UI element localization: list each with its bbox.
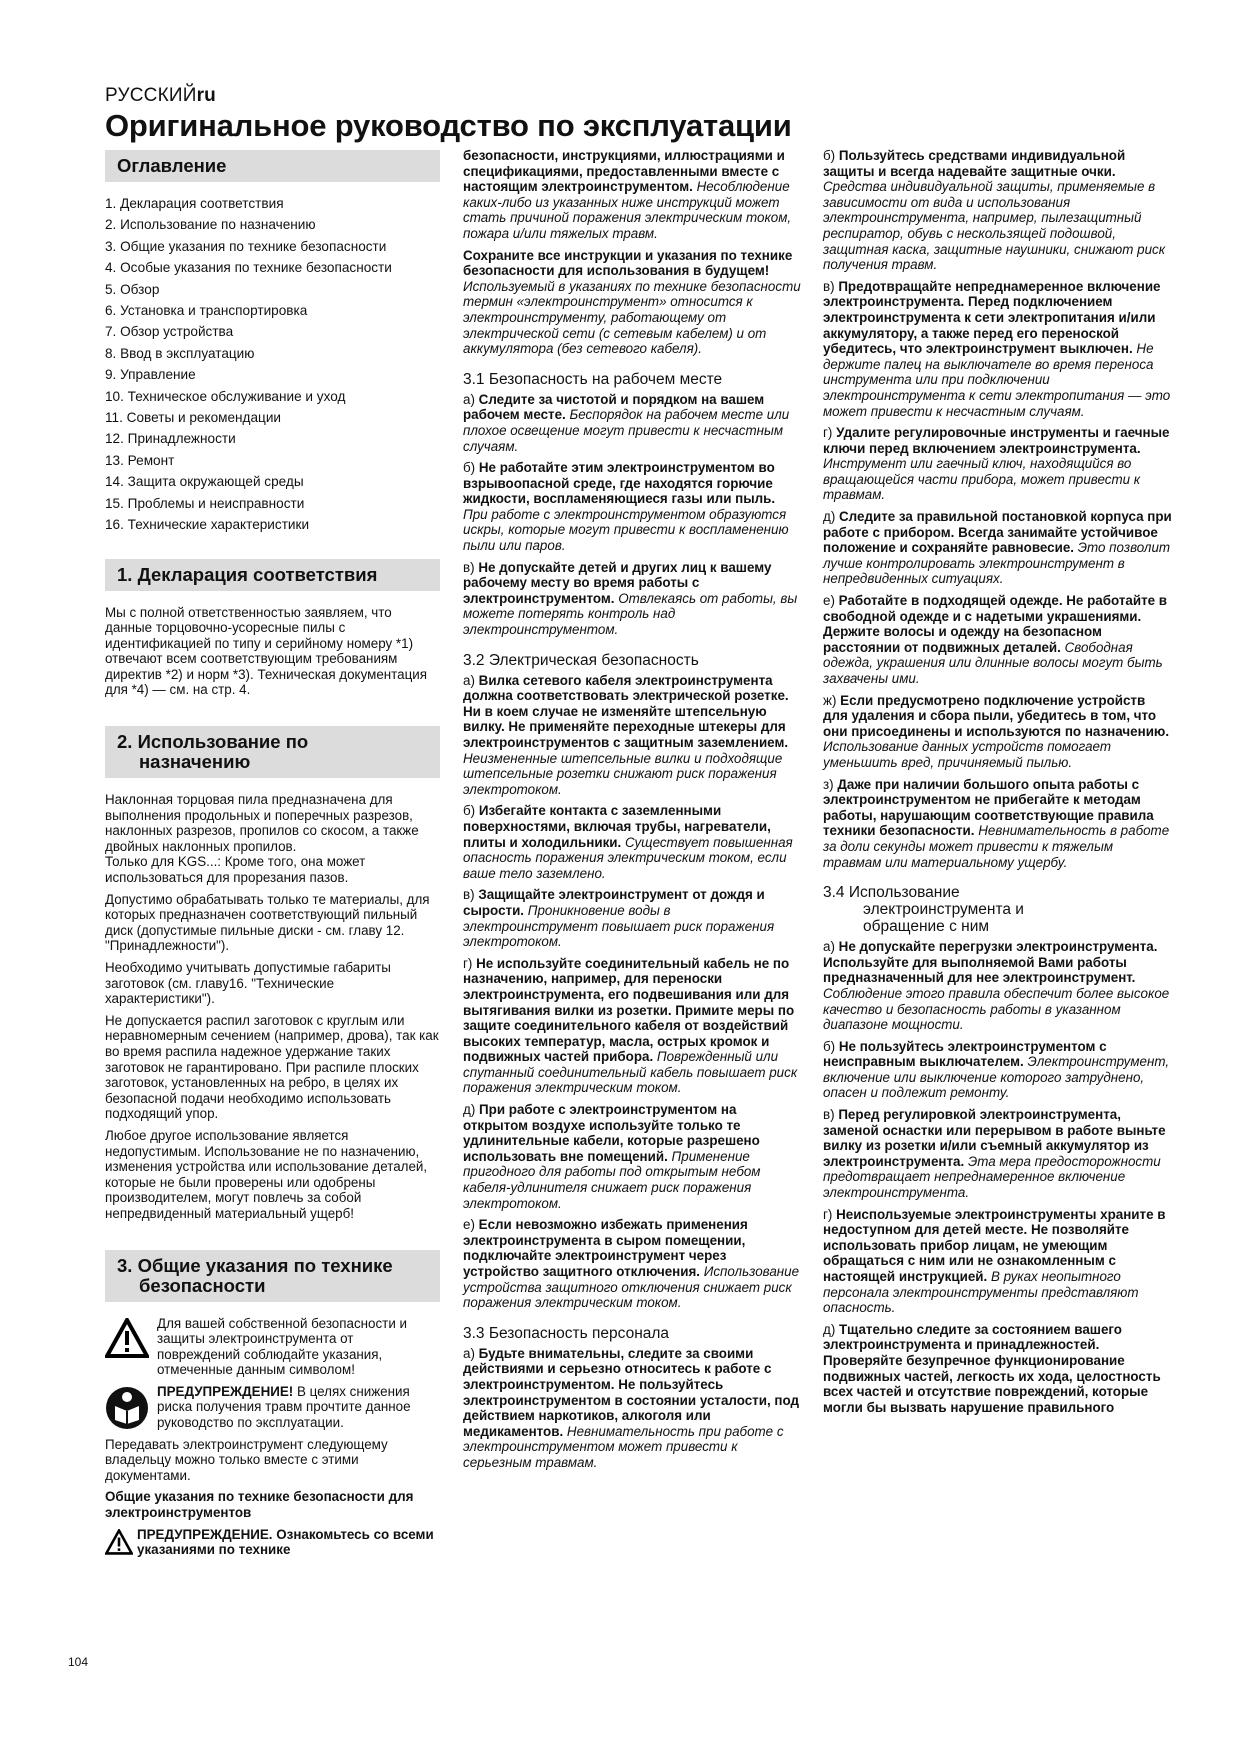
toc-heading: Оглавление xyxy=(105,150,440,182)
item-b: б) Пользуйтесь средствами индивидуальной защиты и всегда надевайте защитные очки. Средства индивидуальной защиты, применяемые в зависимости от вида и использования электроинструмента, например, пылезащитный респиратор, обувь с нескользящей подошвой, защитная каска, защитные наушники, снижают риск получения травм. xyxy=(823,148,1166,273)
section-2-heading: 2. Использование по назначению xyxy=(105,726,440,778)
item-g: г) Удалите регулировочные инструменты и гаечные ключи перед включением электроинструмента. Инструмент или гаечный ключ, находящийся во вращающейся части прибора, может привести к травмам. xyxy=(823,425,1170,503)
page-number: 104 xyxy=(68,1655,89,1669)
item-d: д) Следите за правильной постановкой корпуса при работе с прибором. Всегда занимайте устойчивое положение и сохраняйте равновесие. Это позволит лучше контролировать электроинструмент в непредвиденных ситуациях. xyxy=(823,509,1172,587)
item-v: в) Защищайте электроинструмент от дождя и сырости. Проникновение воды в электроинструмент повышает риск поражения электротоком. xyxy=(463,887,775,950)
item-zh: ж) Если предусмотрено подключение устройств для удаления и сбора пыли, убедитесь в том, что они присоединены и используются по назначению. Использование данных устройств помогает уменьшить вред, причиняемый пылью. xyxy=(823,692,1170,770)
warning-note: ПРЕДУПРЕЖДЕНИЕ. Ознакомьтесь со всеми указаниями по технике xyxy=(105,1527,440,1558)
section-2-p5: Любое другое использование является недопустимым. Использование не по назначению, изменения устройства или использование деталей, которые не были проверены или одобрены производителем, могут повлечь за собой непредвиденный материальный ущерб! xyxy=(105,1127,428,1221)
item-v: в) Не допускайте детей и других лиц к вашему рабочему месту во время работы с электроинструментом. Отвлекаясь от работы, вы можете потерять контроль над электроинструментом. xyxy=(463,559,798,638)
section-2-p4: Не допускается распил заготовок с круглым или неравномерным сечением (например, дрова), так как во время распила надежное удержание таких заготовок не гарантировано. При распиле плоских заготовок, установленных на ребро, в целях их безопасной подачи необходимо использовать подходящий упор. xyxy=(105,1012,439,1122)
section-3-heading: 3. Общие указания по технике безопасности xyxy=(105,1250,440,1302)
column-1 xyxy=(105,150,440,1564)
section-2-p3: Необходимо учитывать допустимые габариты заготовок (см. главу16. "Технические характеристики"). xyxy=(105,960,391,1007)
read-manual-icon xyxy=(105,1386,149,1434)
item-v: в) Предотвращайте непреднамеренное включение электроинструмента. Перед подключением электроинструмента к сети электропитания и/или аккумулятору, а также перед его переноской убедитесь, что электроинструмент выключен. Не держите палец на выключателе во время переноса инструмента или при подключении электроинструмента к сети электропитания — это может привести к несчастным случаям. xyxy=(823,278,1171,419)
toc-item[interactable]: 15. Проблемы и неисправности xyxy=(105,495,305,511)
toc-item[interactable]: 8. Ввод в эксплуатацию xyxy=(105,345,255,361)
toc-item[interactable]: 6. Установка и транспортировка xyxy=(105,303,308,319)
item-d: д) Тщательно следите за состоянием вашего электроинструмента и принадлежностей. Проверяйте безупречное функционирование подвижных частей, легкость их хода, целостность всех частей и отсутствие повреждений, которые могли бы вызвать нарушение правильного xyxy=(823,1321,1161,1415)
toc-item[interactable]: 16. Технические характеристики xyxy=(105,517,310,533)
item-g: г) Неиспользуемые электроинструменты храните в недоступном для детей месте. Не позволяйте использовать прибор лицам, не умеющим обращаться с ним или не ознакомленным с настоящей инструкцией. В руках неопытного персонала электроинструменты представляют опасность. xyxy=(823,1206,1166,1316)
keep-instructions: Сохраните все инструкции и указания по технике безопасности для использования в будущем! Используемый в указаниях по технике безопасности термин «электроинструмент» относится к электроинструменту, работающему от электрической сети (с сетевым кабелем) и от аккумулятора (без сетевого кабеля). xyxy=(463,247,801,357)
item-a: а) Не допускайте перегрузки электроинструмента. Используйте для выполняемой Вами работы предназначенный для нее электроинструмент. Соблюдение этого правила обеспечит более высокое качество и безопасность работы в указанном диапазоне мощности. xyxy=(823,939,1170,1033)
section-2-p2: Допустимо обрабатывать только те материалы, для которых предназначен соответствующий пильный диск (допустимые пильные диски - см. главу 12. "Принадлежности"). xyxy=(105,891,430,954)
toc-item[interactable]: 10. Техническое обслуживание и уход xyxy=(105,388,346,404)
toc-item[interactable]: 11. Советы и рекомендации xyxy=(105,410,282,426)
toc-item[interactable]: 12. Принадлежности xyxy=(105,431,236,447)
item-z: з) Даже при наличии большого опыта работы с электроинструментом не прибегайте к методам работы, нарушающим соответствующие правила техники безопасности. Невнимательность в работе за доли секунды может привести к тяжелым травмам или материальному ущербу. xyxy=(823,776,1170,870)
item-a: а) Следите за чистотой и порядком на вашем рабочем месте. Беспорядок на рабочем месте или плохое освещение могут привести к несчастным случаям. xyxy=(463,391,790,454)
read-manual-note: ПРЕДУПРЕЖДЕНИЕ! В целях снижения риска получения травм прочтите данное руководство по эксплуатации. xyxy=(105,1384,440,1431)
subsection-3-1-heading: 3.1 Безопасность на рабочем месте xyxy=(463,370,723,388)
subsection-3-4-heading: 3.4 Использование электроинструмента и обращение с ним xyxy=(823,884,1024,936)
safety-note-text: Для вашей собственной безопасности и защиты электроинструмента от повреждений соблюдайте указания, отмеченные данным символом! xyxy=(157,1315,407,1378)
item-a: а) Вилка сетевого кабеля электроинструмента должна соответствовать электрической розетке. Ни в коем случае не изменяйте штепсельную вилку. Не применяйте переходные штекеры для электроинструментов с защитным заземлением. Неизмененные штепсельные вилки и подходящие штепсельные розетки снижают риск поражения электротоком. xyxy=(463,672,789,797)
toc-item[interactable]: 3. Общие указания по технике безопасности xyxy=(105,238,387,254)
item-b: б) Не пользуйтесь электроинструментом с неисправным выключателем. Электроинструмент, включение или выключение которого затруднено, опасен и подлежит ремонту. xyxy=(823,1038,1170,1101)
section-1-text: Мы с полной ответственностью заявляем, что данные торцовочно-усоресные пилы с идентификацией по типу и серийному номеру *1) отвечают всем соответствующим требованиям директив *2) и норм *3). Техническая документация для *4) — см. на стр. 4. xyxy=(105,604,427,698)
item-b: б) Избегайте контакта с заземленными поверхностями, включая трубы, нагреватели, плиты и холодильники. Существует повышенная опасность поражения электрическим током, если ваше тело заземлено. xyxy=(463,803,793,881)
toc-list xyxy=(105,196,440,533)
column-2 xyxy=(463,148,803,1477)
column-3 xyxy=(823,148,1173,1421)
item-d: д) При работе с электроинструментом на открытом воздухе используйте только те удлинительные кабели, которые разрешено использовать вне помещений. Применение пригодного для работы под открытым небом кабеля-удлинителя снижает риск поражения электротоком. xyxy=(463,1102,761,1211)
toc-item[interactable]: 1. Декларация соответствия xyxy=(105,196,284,211)
warning-triangle-icon xyxy=(105,1529,133,1559)
general-safety-heading: Общие указания по технике безопасности для электроинструментов xyxy=(105,1489,414,1521)
toc-item[interactable]: 2. Использование по назначению xyxy=(105,217,316,233)
item-g: г) Не используйте соединительный кабель не по назначению, например, для переноски электроинструмента, его подвешивания или для вытягивания вилки из розетки. Примите меры по защите соединительного кабеля от воздействий высоких температур, масла, острых кромок и подвижных частей прибора. Поврежденный или спутанный соединительный кабель повышает риск поражения электрическим током. xyxy=(463,955,798,1096)
section-2-p1b: Только для KGS...: Кроме того, она может использоваться для прорезания пазов. xyxy=(105,854,366,886)
item-v: в) Перед регулировкой электроинструмента, заменой оснастки или перерывом в работе выньте вилку из розетки и/или съемный аккумулятор из электроинструмента. Эта мера предосторожности предотвращает непреднамеренное включение электроинструмента. xyxy=(823,1107,1166,1201)
toc-item[interactable]: 5. Обзор xyxy=(105,281,160,297)
warning-continuation: безопасности, инструкциями, иллюстрациями и спецификациями, предоставленными вместе с настоящим электроинструментом. Несоблюдение каких-либо из указанных ниже инструкций может стать причиной поражения электрическим током, пожара и/или тяжелых травм. xyxy=(463,148,792,241)
item-a: а) Будьте внимательны, следите за своими действиями и серьезно относитесь к работе с электроинструментом. Не пользуйтесь электроинструментом в состоянии усталости, под действием наркотиков, алкоголя или медикаментов. Невнимательность при работе с электроинструментом может привести к серьезным травмам. xyxy=(463,1345,799,1470)
language-label: РУССКИЙru xyxy=(105,85,216,106)
toc-item[interactable]: 7. Обзор устройства xyxy=(105,324,234,340)
toc-item[interactable]: 14. Защита окружающей среды xyxy=(105,474,304,490)
warning-triangle-icon xyxy=(105,1318,149,1362)
section-3-p2: Передавать электроинструмент следующему владельцу можно только вместе с этими документами. xyxy=(105,1436,388,1483)
subsection-3-3-heading: 3.3 Безопасность персонала xyxy=(463,1324,670,1342)
page-title: Оригинальное руководство по эксплуатации xyxy=(105,108,792,143)
item-e: е) Если невозможно избежать применения электроинструмента в сыром помещении, подключайте электроинструмент через устройство защитного отключения. Использование устройства защитного отключения снижает риск поражения электрическим током. xyxy=(463,1217,800,1311)
toc-item[interactable]: 9. Управление xyxy=(105,367,196,383)
subsection-3-2-heading: 3.2 Электрическая безопасность xyxy=(463,651,699,669)
toc-item[interactable]: 13. Ремонт xyxy=(105,452,175,468)
section-2-p1: Наклонная торцовая пила предназначена для выполнения продольных и поперечных разрезов, наклонных разрезов, пропилов со скосом, а также двойных наклонных пропилов. xyxy=(105,792,419,854)
item-e: е) Работайте в подходящей одежде. Не работайте в свободной одежде и с надетыми украшениями. Держите волосы и одежду на безопасном расстоянии от подвижных деталей. Свободная одежда, украшения или длинные волосы могут быть захвачены ими. xyxy=(823,593,1168,686)
section-1-heading: 1. Декларация соответствия xyxy=(105,559,440,591)
item-b: б) Не работайте этим электроинструментом во взрывоопасной среде, где находятся горючие жидкости, воспламеняющиеся газы или пыль. При работе с электроинструментом образуются искры, которые могут привести к воспламенению пыли или паров. xyxy=(463,460,789,554)
safety-note xyxy=(105,1316,440,1378)
toc-item[interactable]: 4. Особые указания по технике безопасности xyxy=(105,260,392,276)
